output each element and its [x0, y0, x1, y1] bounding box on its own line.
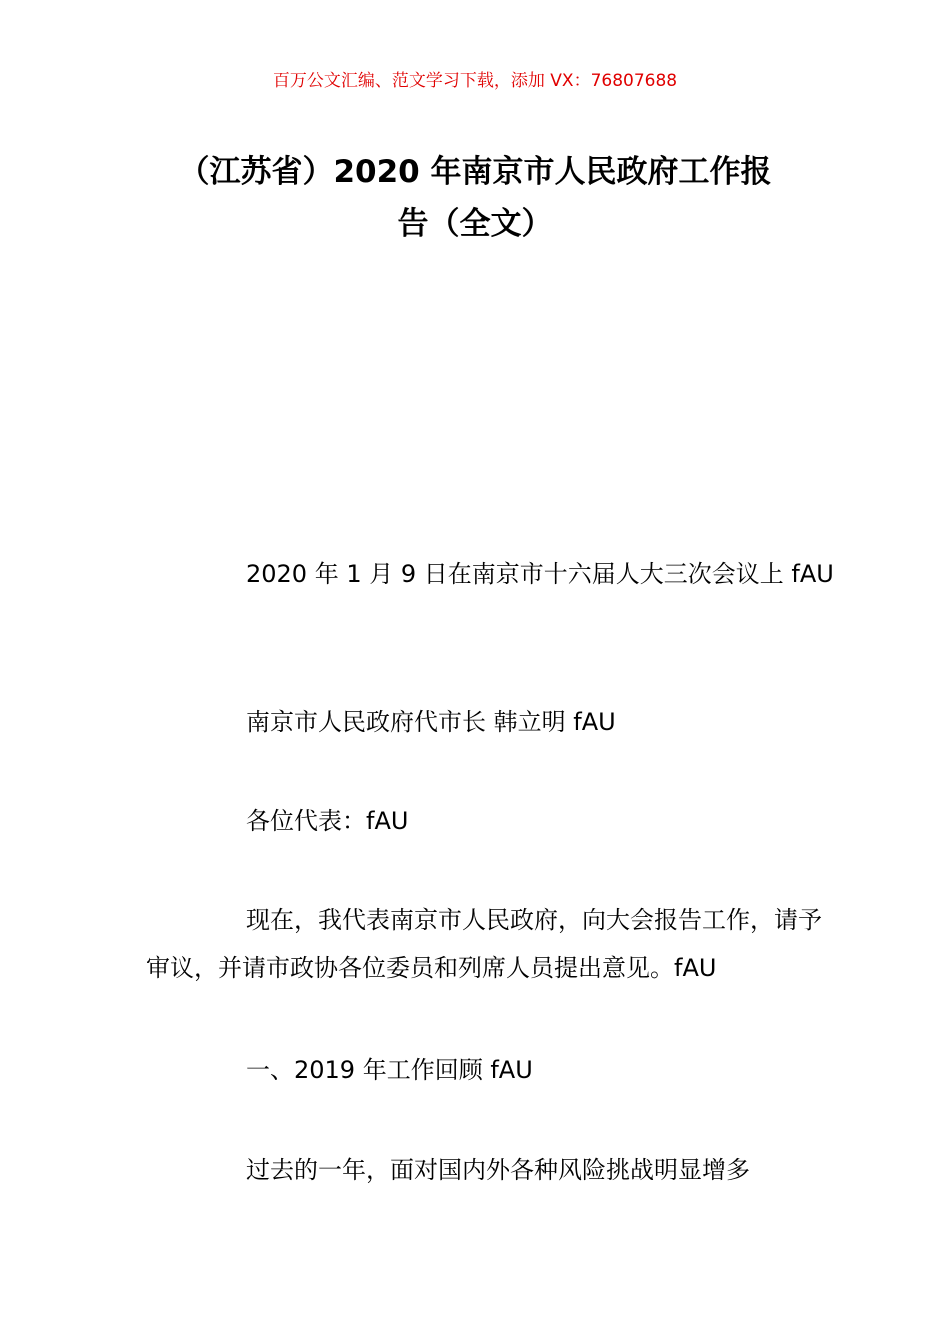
paragraph-opening: 现在，我代表南京市人民政府，向大会报告工作，请予审议，并请市政协各位委员和列席人员提出意见。fAU — [146, 906, 822, 982]
paragraph-review-start: 过去的一年，面对国内外各种风险挑战明显增多 — [246, 1156, 750, 1184]
header-note: 百万公文汇编、范文学习下载，添加 VX：76807688 — [272, 71, 678, 91]
section-heading-review: 一、2019 年工作回顾 fAU — [246, 1056, 533, 1084]
paragraph-salutation: 各位代表：fAU — [246, 807, 409, 835]
document-title-line-1: （江苏省）2020 年南京市人民政府工作报 — [178, 154, 772, 190]
document-title-line-2: 告（全文） — [397, 206, 553, 242]
document-title — [140, 146, 810, 250]
paragraph-speaker: 南京市人民政府代市长 韩立明 fAU — [246, 708, 616, 736]
paragraph-meeting-date: 2020 年 1 月 9 日在南京市十六届人大三次会议上 fAU — [246, 560, 834, 588]
